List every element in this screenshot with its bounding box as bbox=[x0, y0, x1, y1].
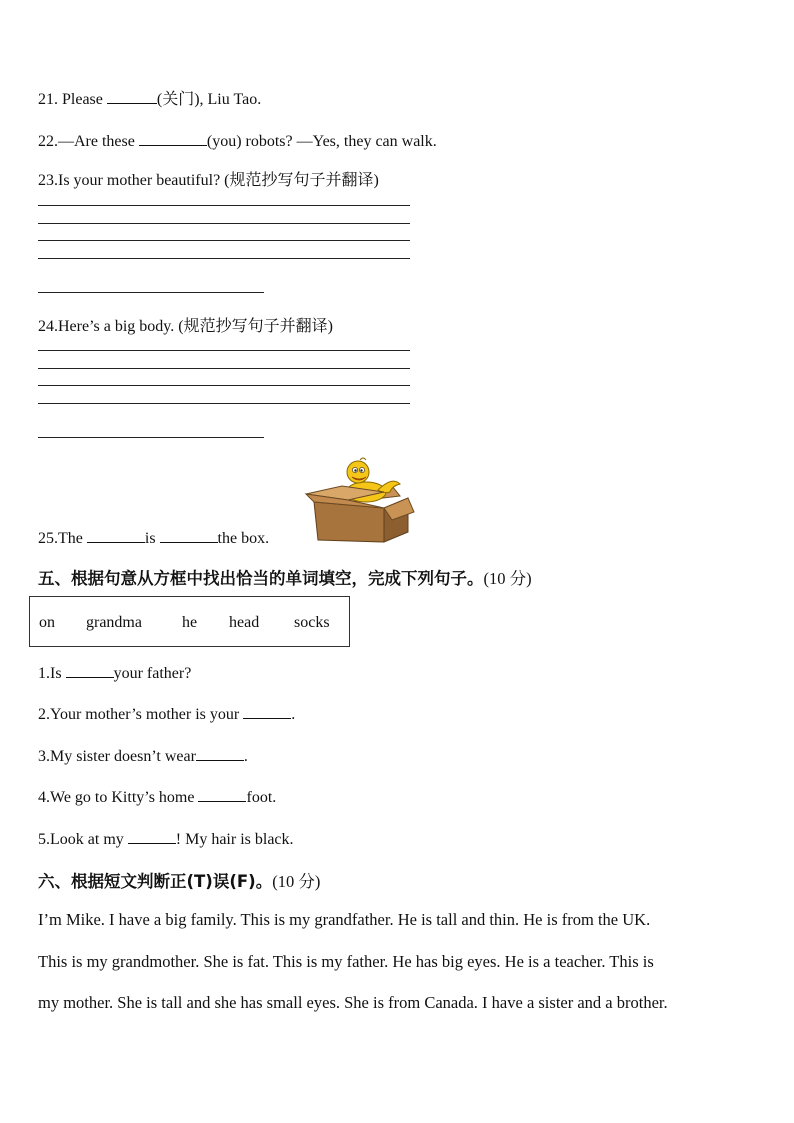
fill-blank-item-4 bbox=[38, 786, 276, 808]
question-24: 24.Here’s a big body. (规范抄写句子并翻译) bbox=[38, 318, 333, 335]
writing-line[interactable] bbox=[38, 385, 410, 386]
question-23: 23.Is your mother beautiful? (规范抄写句子并翻译) bbox=[38, 172, 379, 189]
word-option: grandma bbox=[86, 614, 142, 631]
word-bank-box bbox=[29, 596, 350, 647]
writing-line[interactable] bbox=[38, 350, 410, 351]
answer-blank[interactable] bbox=[87, 527, 145, 543]
answer-blank[interactable] bbox=[160, 527, 218, 543]
item-text: 2.Your mother’s mother is your bbox=[38, 706, 244, 723]
passage-line-2: This is my grandmother. She is fat. This is my father. He has big eyes. He is a teacher. This is bbox=[38, 952, 654, 971]
section-6-title: 六、根据短文判断正(T)误(F)。 bbox=[38, 872, 273, 891]
answer-blank[interactable] bbox=[66, 662, 114, 678]
question-21-prefix: 21. Please bbox=[38, 91, 107, 108]
translation-line[interactable] bbox=[38, 292, 264, 293]
section-5-score: (10 分) bbox=[483, 569, 532, 588]
answer-blank[interactable] bbox=[243, 703, 291, 719]
question-22-suffix: (you) robots? —Yes, they can walk. bbox=[206, 133, 437, 150]
writing-line[interactable] bbox=[38, 368, 410, 369]
fill-blank-item-5 bbox=[38, 828, 294, 850]
question-21-suffix: (关门), Liu Tao. bbox=[156, 91, 262, 108]
item-text: foot. bbox=[246, 789, 277, 806]
item-text: your father? bbox=[113, 665, 192, 682]
answer-blank[interactable] bbox=[128, 828, 176, 844]
word-option: head bbox=[229, 614, 260, 631]
question-21 bbox=[38, 88, 261, 110]
question-25-prefix: 25.The bbox=[38, 530, 87, 547]
answer-blank[interactable] bbox=[139, 130, 207, 146]
section-6-heading bbox=[38, 868, 320, 892]
fill-blank-item-2 bbox=[38, 703, 295, 725]
duck-in-box-image bbox=[300, 456, 416, 544]
answer-blank[interactable] bbox=[107, 88, 157, 104]
word-option: he bbox=[182, 614, 198, 631]
question-25-suffix: the box. bbox=[217, 530, 270, 547]
item-text: 1.Is bbox=[38, 665, 66, 682]
word-option: on bbox=[39, 614, 55, 631]
item-text: 3.My sister doesn’t wear bbox=[38, 748, 196, 765]
section-5-title: 五、根据句意从方框中找出恰当的单词填空，完成下列句子。 bbox=[38, 569, 484, 588]
writing-line[interactable] bbox=[38, 240, 410, 241]
item-text: 4.We go to Kitty’s home bbox=[38, 789, 199, 806]
writing-line[interactable] bbox=[38, 223, 410, 224]
answer-blank[interactable] bbox=[198, 786, 246, 802]
item-text: . bbox=[243, 748, 248, 765]
section-5-heading bbox=[38, 565, 532, 589]
section-6-score: (10 分) bbox=[272, 872, 321, 891]
passage-line-3: my mother. She is tall and she has small eyes. She is from Canada. I have a sister and a brother. bbox=[38, 993, 668, 1012]
word-option: socks bbox=[294, 614, 330, 631]
question-22-prefix: 22.—Are these bbox=[38, 133, 139, 150]
question-25-middle: is bbox=[144, 530, 160, 547]
fill-blank-item-1 bbox=[38, 662, 191, 684]
passage-line-1: I’m Mike. I have a big family. This is my grandfather. He is tall and thin. He is from the UK. bbox=[38, 910, 651, 929]
question-25 bbox=[38, 527, 269, 549]
writing-line[interactable] bbox=[38, 205, 410, 206]
writing-line[interactable] bbox=[38, 403, 410, 404]
answer-blank[interactable] bbox=[196, 745, 244, 761]
item-text: ! My hair is black. bbox=[175, 831, 294, 848]
question-22 bbox=[38, 130, 437, 152]
translation-line[interactable] bbox=[38, 437, 264, 438]
item-text: . bbox=[291, 706, 296, 723]
item-text: 5.Look at my bbox=[38, 831, 128, 848]
writing-line[interactable] bbox=[38, 258, 410, 259]
fill-blank-item-3 bbox=[38, 745, 248, 767]
